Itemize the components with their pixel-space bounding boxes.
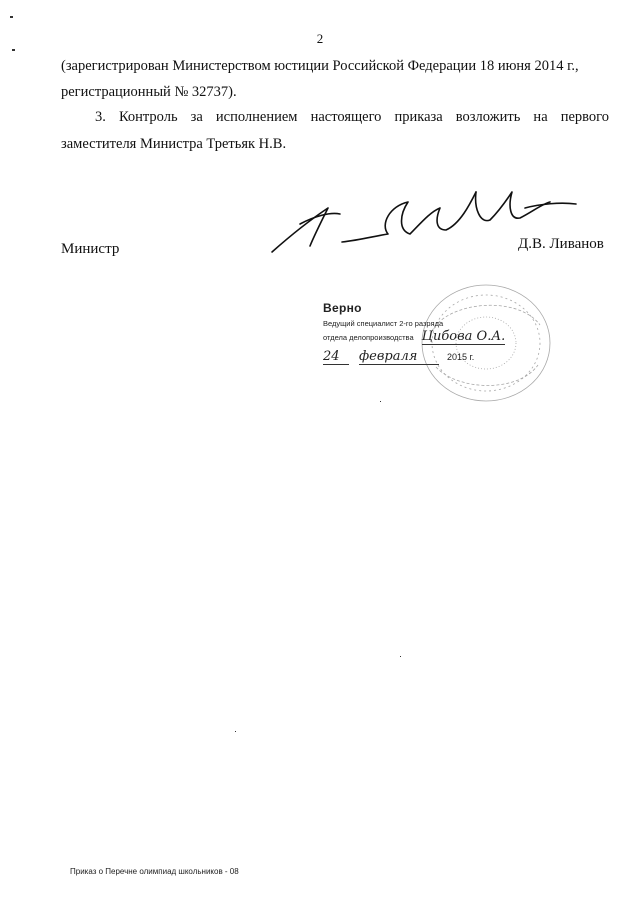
scan-speck	[380, 401, 381, 402]
certification-handwritten-name: Цибова О.А.	[421, 329, 506, 344]
scan-speck	[10, 16, 13, 18]
certification-role-line-1: Ведущий специалист 2-го разряда	[323, 319, 444, 328]
certification-date-day: 24	[323, 349, 349, 365]
signer-position: Министр	[61, 241, 120, 257]
body-line-2: регистрационный № 32737).	[61, 84, 237, 100]
scan-speck	[235, 731, 236, 732]
scan-speck	[400, 656, 401, 657]
certification-date-year: 2015 г.	[447, 352, 475, 362]
body-line-3: 3. Контроль за исполнением настоящего приказа возложить на первого	[95, 109, 609, 125]
certification-role-line-2: отдела делопроизводства	[323, 333, 414, 342]
certification-title: Верно	[323, 301, 362, 315]
signer-name: Д.В. Ливанов	[518, 236, 604, 252]
page-number: 2	[316, 31, 324, 46]
footer-text: Приказ о Перечне олимпиад школьников - 08	[70, 867, 239, 876]
scan-speck	[12, 49, 15, 51]
body-line-4: заместителя Министра Третьяк Н.В.	[61, 136, 287, 152]
certification-date-month: февраля	[359, 349, 439, 365]
certification-block	[323, 301, 505, 365]
body-line-1: (зарегистрирован Министерством юстиции Российской Федерации 18 июня 2014 г.,	[61, 58, 579, 74]
